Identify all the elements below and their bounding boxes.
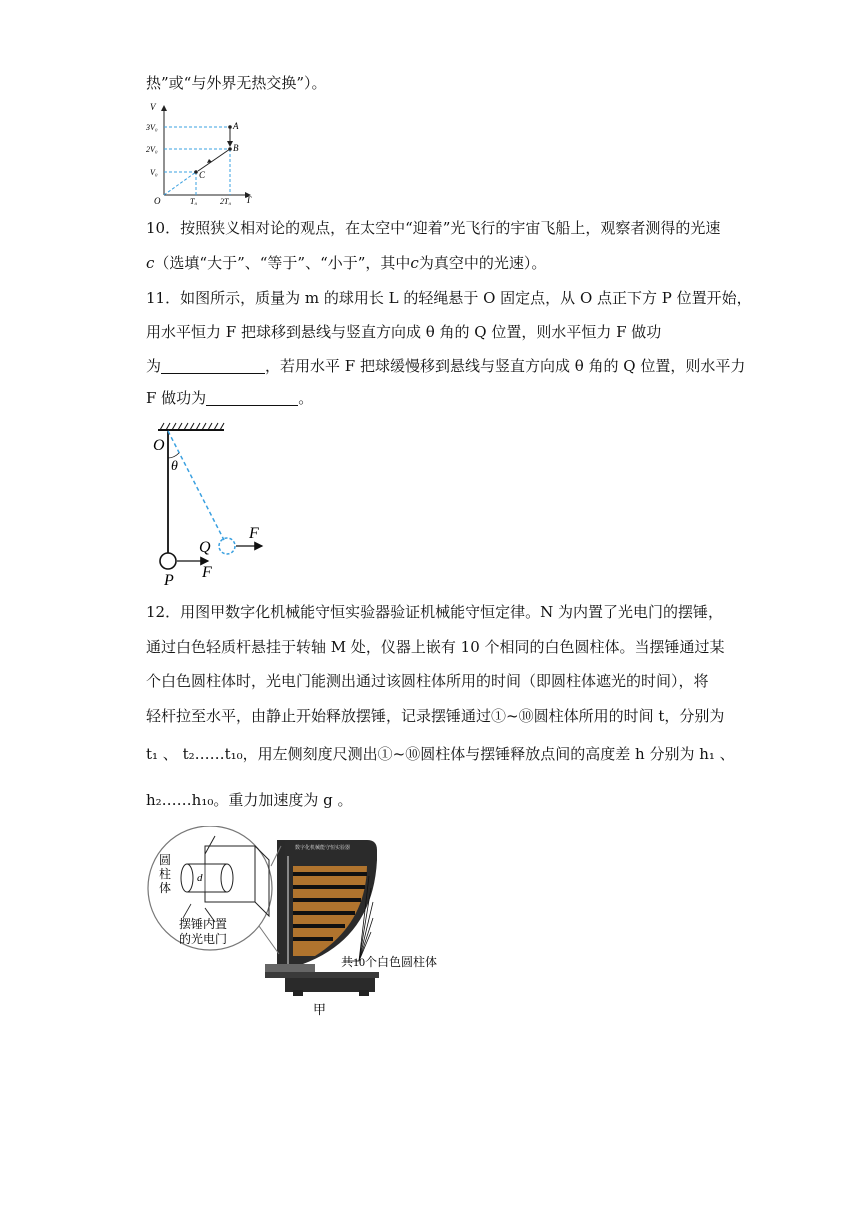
ball-p	[160, 553, 176, 569]
q11-line-4: F 做功为 。	[146, 389, 314, 407]
device-title: 数字化机械能守恒实验器	[295, 846, 351, 851]
vt-graph	[146, 100, 256, 205]
point-a	[228, 125, 232, 129]
label-a: A	[233, 121, 239, 131]
cylinder-drawing	[181, 864, 233, 892]
point-b	[228, 147, 232, 151]
q12-line-3: 个白色圆柱体时，光电门能测出通过该圆柱体所用的时间（即圆柱体遮光的时间），将	[146, 672, 709, 690]
label-b: B	[233, 143, 239, 153]
q12-line-4: 轻杆拉至水平，由静止开始释放摆锤，记录摆锤通过①~⑩圆柱体所用的时间 t，分别为	[146, 707, 725, 725]
pendulum-figure	[148, 420, 278, 588]
v-axis-label: V	[150, 102, 156, 112]
gate-label-2: 的光电门	[179, 932, 228, 946]
q11-line-3: 为 ，若用水平 F 把球缓慢移到悬线与竖直方向成 θ 角的 Q 位置，则水平力	[146, 357, 746, 375]
x-tick-t0: T₀	[190, 197, 198, 205]
figure-caption: 甲	[313, 1002, 327, 1017]
c-symbol: c	[146, 254, 155, 272]
cylinder-label-2: 柱	[159, 867, 172, 881]
label-f-q: F	[249, 525, 259, 542]
string-deflected	[168, 431, 224, 540]
ball-q	[219, 538, 235, 554]
q9-tail: 热”或“与外界无热交换”）。	[146, 74, 327, 92]
cylinder-label-1: 圆	[159, 853, 172, 867]
q12-line-6: h₂……h₁₀。重力加速度为 g 。	[146, 791, 353, 809]
q10-line-2: c（选填“大于”、“等于”、“小于”，其中c为真空中的光速）。	[146, 254, 547, 272]
q11-line-2: 用水平恒力 F 把球移到悬线与竖直方向成 θ 角的 Q 位置，则水平恒力 F 做功	[146, 323, 662, 341]
cylinder-label-3: 体	[159, 881, 172, 895]
q12-line-2: 通过白色轻质杆悬挂于转轴 M 处，仪器上嵌有 10 个相同的白色圆柱体。当摆锤通过某	[146, 638, 725, 656]
q12-line-1: 12．用图甲数字化机械能守恒实验器验证机械能守恒定律。N 为内置了光电门的摆锤，	[146, 603, 723, 621]
ceiling-hatch	[160, 423, 224, 430]
y-tick-3v0: 3V₀	[146, 123, 158, 132]
answer-blank-2[interactable]	[206, 390, 298, 406]
apparatus-figure	[145, 826, 475, 1018]
label-q: Q	[199, 539, 211, 556]
y-tick-v0: V₀	[150, 168, 158, 177]
answer-blank-1[interactable]	[161, 358, 265, 374]
c-symbol-2: c	[410, 254, 419, 272]
point-c	[194, 170, 198, 174]
cylinders-label: 共10个白色圆柱体	[341, 955, 438, 969]
q11-line-1: 11．如图所示，质量为 m 的球用长 L 的轻绳悬于 O 固定点，从 O 点正下方 P 位置开始，	[146, 289, 752, 307]
device-body	[265, 840, 379, 996]
x-tick-2t0: 2T₀	[220, 197, 232, 205]
q12-line-5: t₁ 、 t₂……t₁₀，用左侧刻度尺测出①~⑩圆柱体与摆锤释放点间的高度差 h 分别为 h₁ 、	[146, 745, 735, 763]
label-theta: θ	[171, 459, 178, 474]
t-axis-label: T	[246, 195, 252, 205]
label-f-p: F	[202, 564, 212, 581]
label-p: P	[164, 572, 174, 588]
gate-label-1: 摆锤内置	[179, 917, 228, 931]
d-label: d	[197, 872, 203, 884]
y-tick-2v0: 2V₀	[146, 145, 158, 154]
label-o: O	[153, 437, 165, 454]
origin-label: O	[154, 196, 161, 205]
label-c: C	[199, 170, 206, 180]
q10-line-1: 10．按照狭义相对论的观点，在太空中“迎着”光飞行的宇宙飞船上，观察者测得的光速	[146, 219, 721, 237]
